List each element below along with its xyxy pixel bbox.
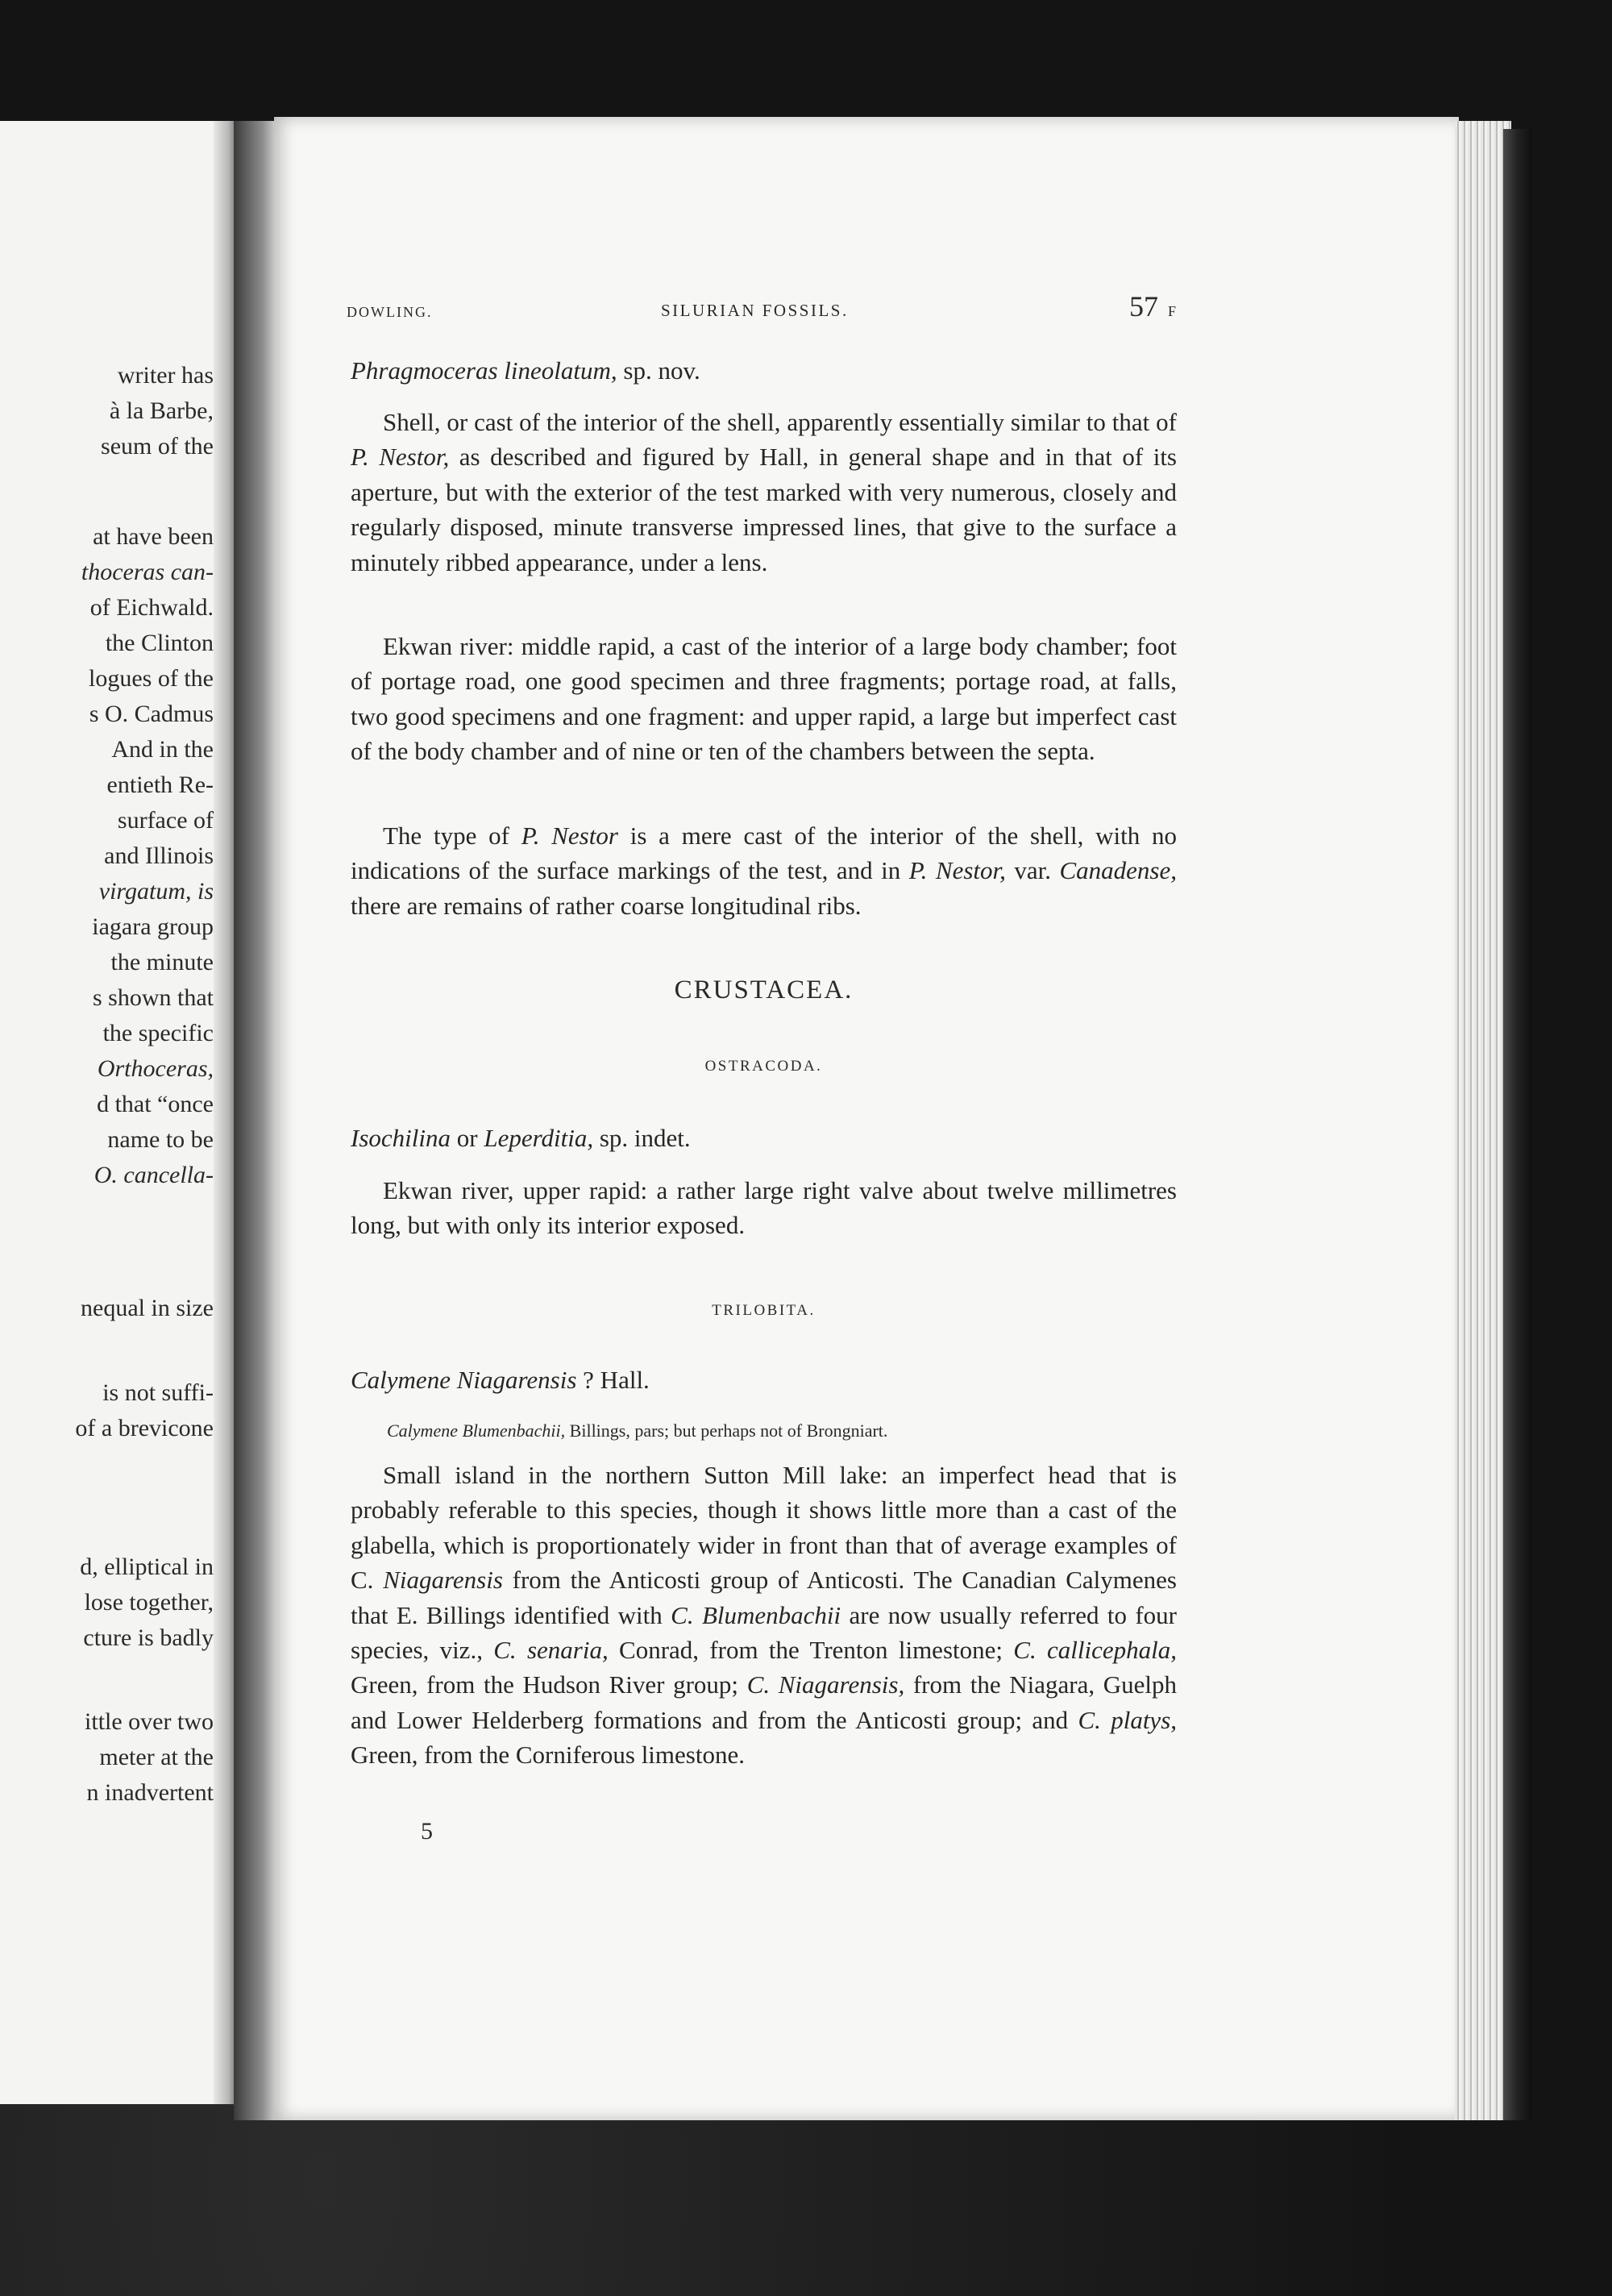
left-page-line: surface of [117, 807, 214, 834]
italic-run: P. Nestor, [908, 856, 1006, 885]
printer-signature-mark: 5 [421, 1818, 433, 1845]
text-run: as described and figured by Hall, in general shape and in that of its aperture, but with the exterior of the test marked with very numerous, closely and regularly disposed, minute transverse impressed lines, that give to the surface a minutely ribbed appearance, under a lens. [351, 443, 1177, 576]
italic-run: Calymene Blumenbachii, [387, 1420, 566, 1441]
text-run: are now usually referred to four species, viz., [351, 1600, 1177, 1665]
text-run: is a mere cast of the interior of the shell, with no indications of the surface markings of the test, and in [351, 821, 1177, 885]
italic-run: C. senaria, [493, 1636, 609, 1665]
italic-run: Niagarensis [383, 1566, 503, 1595]
header-author: DOWLING. [347, 304, 433, 320]
left-page-line: O. cancella- [93, 1162, 214, 1188]
left-page-line: lose together, [84, 1589, 214, 1616]
running-header [347, 286, 1177, 327]
paragraph-description [351, 405, 1177, 580]
left-page-line: s O. Cadmus [89, 701, 214, 727]
left-page-line: thoceras can- [81, 559, 214, 585]
text-run: Shell, or cast of the interior of the shell, apparently essentially similar to that of [383, 408, 1177, 436]
text-run: or [451, 1124, 484, 1152]
left-page-line: name to be [107, 1126, 214, 1153]
left-page-line: at have been [93, 523, 214, 550]
left-page-line: ittle over two [85, 1708, 214, 1735]
left-page-line: the Clinton [105, 630, 214, 656]
text-run: from the Anticosti group of Anticosti. The Canadian Calymenes that E. Billings identified with [351, 1566, 1177, 1629]
text-run: Small island in the northern Sutton Mill lake: an imperfect head that is probably referable to this species, though it shows little more than a cast of the glabella, which is proportionately wider in front than that of average examples of C. [351, 1461, 1177, 1595]
species-heading-isochilina [351, 1121, 1177, 1155]
italic-run: P. Nestor, [351, 443, 450, 472]
species-name: Phragmoceras lineolatum, [351, 356, 617, 385]
species-designation: sp. nov. [617, 356, 700, 385]
italic-run: Canadense, [1059, 856, 1177, 885]
italic-run: Isochilina [351, 1124, 451, 1152]
left-page-line: d that “once [97, 1091, 214, 1117]
left-page-line: à la Barbe, [109, 397, 214, 424]
subsection-heading-trilobita: TRILOBITA. [712, 1302, 816, 1319]
left-page-line: cture is badly [83, 1624, 214, 1651]
italic-run: P. Nestor [521, 821, 618, 850]
book-cover-edge [1503, 129, 1531, 2120]
left-page-line: d, elliptical in [80, 1554, 214, 1580]
left-page-line: meter at the [99, 1744, 214, 1770]
left-page-line: seum of the [101, 433, 214, 460]
subsection-heading-ostracoda: OSTRACODA. [704, 1058, 823, 1075]
left-page-line: is not suffi- [102, 1379, 214, 1406]
page-number [1129, 289, 1177, 323]
species-heading-phragmoceras [351, 353, 1177, 388]
text-run: from the Niagara, Guelph and Lower Helderberg formations and from the Anticosti group; and [351, 1670, 1177, 1734]
left-page-line: s shown that [93, 984, 214, 1011]
left-page [0, 121, 230, 2104]
species-heading-calymene [351, 1362, 1177, 1397]
left-page-line: writer has [117, 362, 214, 389]
left-page-line: of a brevicone [75, 1415, 214, 1441]
section-heading-crustacea: CRUSTACEA. [674, 975, 854, 1004]
italic-run: Calymene Niagarensis [351, 1366, 577, 1394]
header-title: SILURIAN FOSSILS. [661, 301, 849, 320]
left-page-line: virgatum, is [98, 878, 214, 905]
paragraph-calymene-notes [351, 1458, 1177, 1773]
left-page-line: of Eichwald. [89, 594, 214, 621]
left-page-line: n inadvertent [86, 1779, 214, 1806]
text-run: Green, from the Hudson River group; [351, 1670, 747, 1699]
left-page-line: logues of the [89, 665, 214, 692]
left-page-line: the specific [102, 1020, 214, 1046]
paragraph-type-notes [351, 818, 1177, 923]
left-page-line: Orthoceras, [97, 1055, 214, 1082]
text-run: Green, from the Corniferous limestone. [351, 1741, 745, 1770]
page-number-value: 57 [1128, 290, 1158, 322]
text-run: ? Hall. [576, 1366, 650, 1394]
italic-run: Leperditia, [484, 1124, 594, 1152]
page-number-suffix: F [1167, 303, 1177, 319]
text-run: Conrad, from the Trenton limestone; [608, 1636, 1014, 1665]
left-page-line: the minute [110, 949, 214, 975]
left-page-line: And in the [111, 736, 214, 763]
text-run: Billings, pars; but perhaps not of Brongniart. [565, 1420, 888, 1441]
text-run: var. [1005, 856, 1060, 885]
italic-run: C. platys, [1078, 1705, 1178, 1734]
synonym-line [387, 1420, 1177, 1441]
italic-run: C. Niagarensis, [746, 1670, 905, 1699]
left-page-line: iagara group [92, 913, 214, 940]
text-run: sp. indet. [593, 1124, 691, 1152]
italic-run: C. Blumenbachii [671, 1600, 841, 1629]
paragraph-localities-2: Ekwan river, upper rapid: a rather large right valve about twelve millimetres long, but with only its interior exposed. [351, 1176, 1177, 1240]
paragraph-localities-1: Ekwan river: middle rapid, a cast of the interior of a large body chamber; foot of portage road, one good specimen and three fragments; portage road, at falls, two good specimens and one fragment: and upper rapid, a large but imperfect cast of the body chamber and of nine or ten of the chambers between the septa. [351, 632, 1177, 766]
left-page-line: nequal in size [81, 1295, 214, 1321]
italic-run: C. callicephala, [1013, 1636, 1178, 1665]
text-run: The type of [383, 821, 521, 850]
left-page-line: entieth Re- [106, 772, 214, 798]
left-page-line: and Illinois [104, 842, 214, 869]
text-run: there are remains of rather coarse longitudinal ribs. [351, 891, 862, 920]
